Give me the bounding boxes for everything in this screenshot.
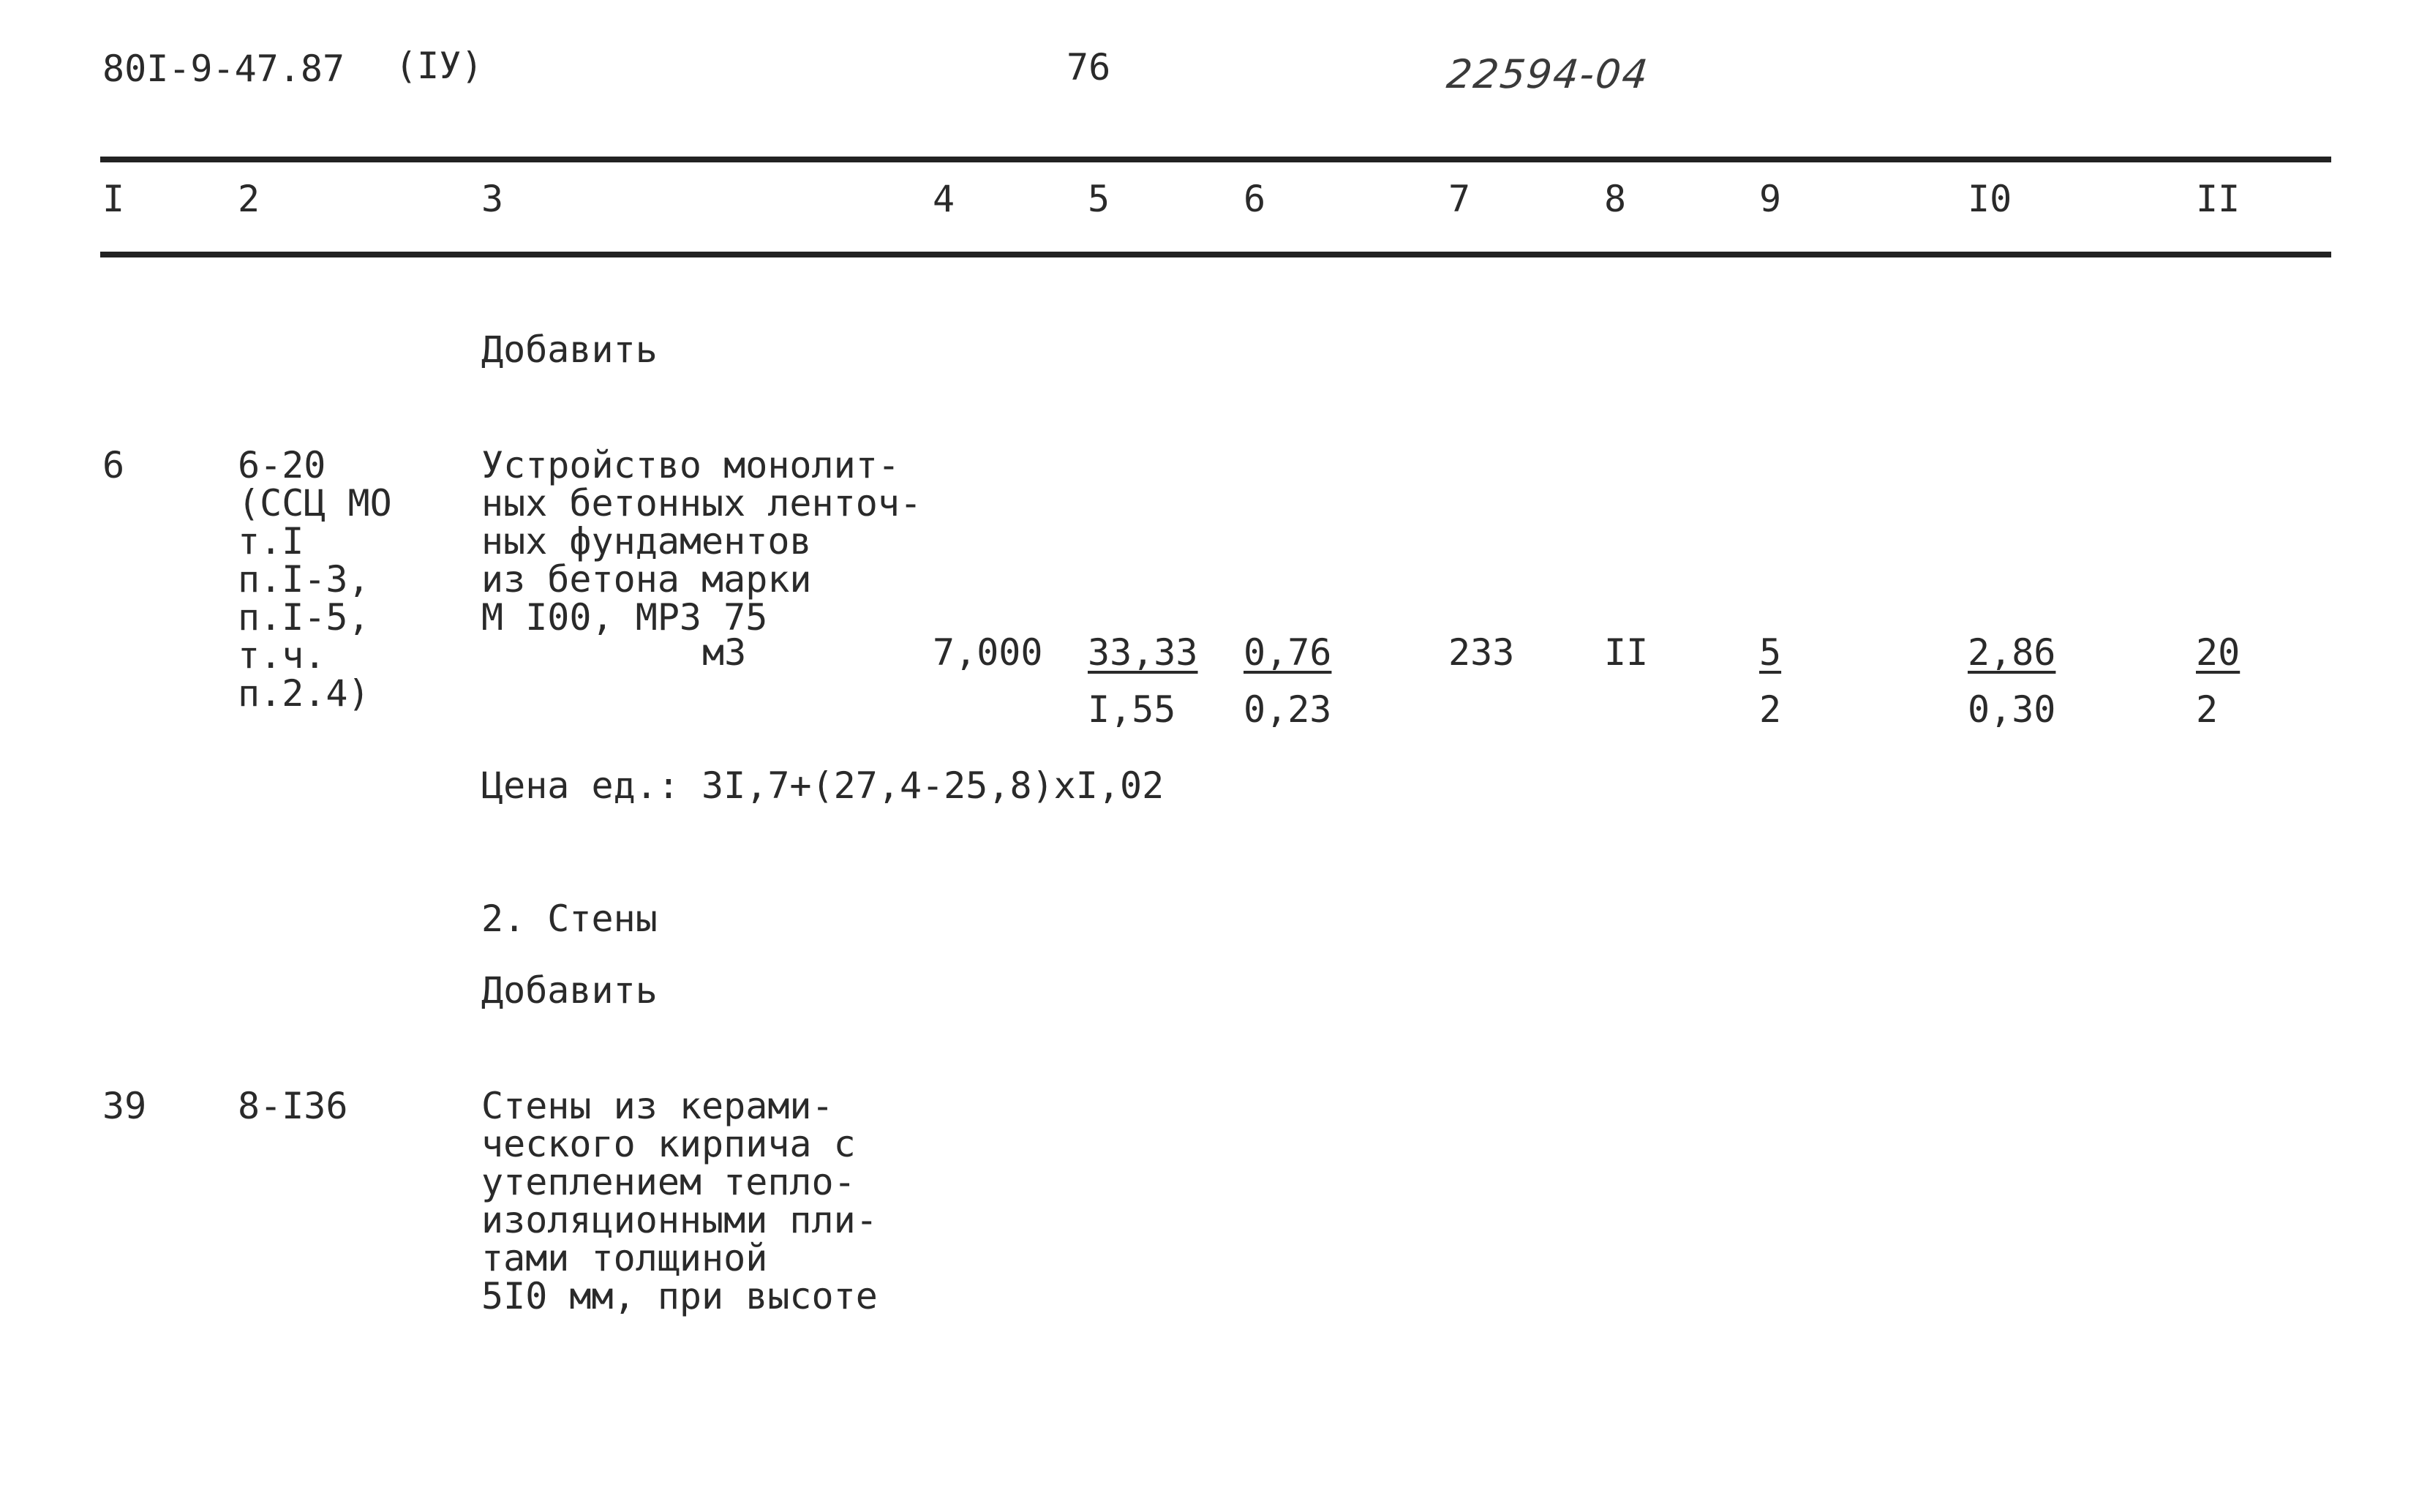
- item-description: [481, 1087, 878, 1315]
- code-line: п.2.4): [238, 672, 370, 715]
- doc-code: 80I-9-47.87: [102, 48, 345, 90]
- column-header: 3: [481, 178, 504, 220]
- column-header: 6: [1244, 178, 1266, 220]
- code-line: (ССЦ МО: [238, 482, 392, 524]
- item-code: 8-I36: [238, 1085, 348, 1127]
- code-line: 6-20: [238, 444, 326, 486]
- col6-bottom-value: 0,23: [1244, 688, 1332, 731]
- column-header: 5: [1088, 178, 1110, 220]
- col11-top-value: 20: [2196, 631, 2241, 674]
- col10-bottom-value: 0,30: [1968, 688, 2056, 731]
- col7-value: 233: [1448, 631, 1515, 674]
- table-header-bottom-rule: [100, 252, 2331, 257]
- column-header: 2: [238, 178, 260, 220]
- desc-line: Стены из керами-: [481, 1085, 834, 1127]
- desc-line: из бетона марки: [481, 558, 812, 601]
- section-add-heading: Добавить: [481, 969, 658, 1012]
- section-add-heading: Добавить: [481, 328, 658, 371]
- col5-bottom-value: I,55: [1088, 688, 1176, 731]
- stamp-number: 22594-04: [1444, 51, 1652, 97]
- col8-value: II: [1604, 631, 1649, 674]
- col5-top-value: 33,33: [1088, 631, 1198, 674]
- column-header: 8: [1604, 178, 1627, 220]
- column-header: 7: [1448, 178, 1471, 220]
- column-header: I: [102, 178, 125, 220]
- item-number: 6: [102, 444, 125, 486]
- code-line: п.I-5,: [238, 596, 370, 639]
- code-line: т.I: [238, 520, 304, 563]
- col9-top-value: 5: [1759, 631, 1782, 674]
- desc-line: 5I0 мм, при высоте: [481, 1275, 878, 1317]
- item-description: [481, 444, 922, 639]
- item-quantity: 7,000: [933, 631, 1043, 674]
- column-header: II: [2196, 178, 2241, 220]
- column-header: 4: [933, 178, 955, 220]
- col11-bottom-value: 2: [2196, 688, 2219, 731]
- item-unit: м3: [702, 631, 747, 674]
- desc-line: тами толщиной: [481, 1237, 768, 1279]
- item-number: 39: [102, 1085, 147, 1127]
- page-number: 76: [1066, 46, 1111, 89]
- desc-line: ческого кирпича с: [481, 1123, 856, 1165]
- desc-line: изоляционными пли-: [481, 1199, 878, 1241]
- column-header: 9: [1759, 178, 1782, 220]
- desc-line: ных фундаментов: [481, 520, 812, 563]
- item-code: [238, 444, 392, 715]
- desc-line: ных бетонных ленточ-: [481, 482, 922, 524]
- column-header: I0: [1968, 178, 2012, 220]
- col10-top-value: 2,86: [1968, 631, 2056, 674]
- col9-bottom-value: 2: [1759, 688, 1782, 731]
- desc-line: утеплением тепло-: [481, 1161, 856, 1203]
- code-line: т.ч.: [238, 634, 326, 677]
- price-note: Цена ед.: 3I,7+(27,4-25,8)хI,02: [481, 764, 1165, 807]
- desc-line: М I00, МРЗ 75: [481, 596, 768, 639]
- code-line: п.I-3,: [238, 558, 370, 601]
- col6-top-value: 0,76: [1244, 631, 1332, 674]
- desc-line: Устройство монолит-: [481, 444, 900, 486]
- doc-part: (IУ): [395, 45, 484, 87]
- section-walls-heading: 2. Стены: [481, 898, 658, 940]
- table-top-rule: [100, 157, 2331, 162]
